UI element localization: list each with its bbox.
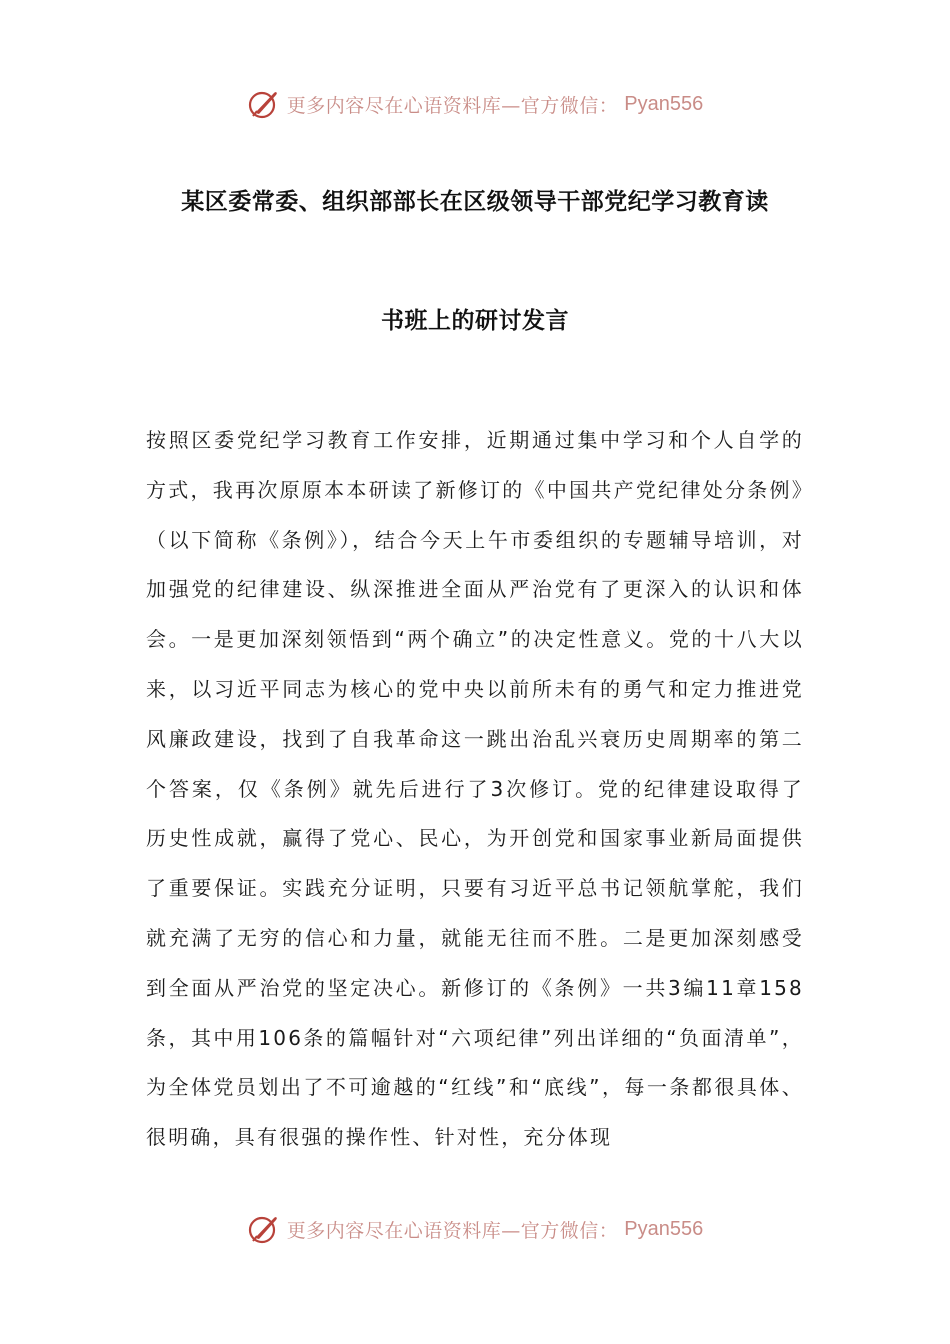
watermark-wechat-id: Pyan556: [624, 1217, 704, 1240]
quill-logo-icon: [247, 1212, 281, 1246]
footer-watermark: [0, 1209, 950, 1249]
watermark-text: 更多内容尽在心语资料库—官方微信：: [286, 1219, 619, 1242]
header-watermark: [0, 84, 950, 124]
watermark-wechat-id: Pyan556: [624, 92, 704, 115]
quill-logo-icon: [247, 87, 281, 121]
watermark-text: 更多内容尽在心语资料库—官方微信：: [286, 94, 619, 117]
document-body-paragraph: 按照区委党纪学习教育工作安排，近期通过集中学习和个人自学的方式，我再次原原本本研读了新修订的《中国共产党纪律处分条例》（以下简称《条例》），结合今天上午市委组织的专题辅导培训，对加强党的纪律建设、纵深推进全面从严治党有了更深入的认识和体会。一是更加深刻领悟到“两个确立”的决定性意义。党的十八大以来，以习近平同志为核心的党中央以前所未有的勇气和定力推进党风廉政建设，找到了自我革命这一跳出治乱兴衰历史周期率的第二个答案，仅《条例》就先后进行了3次修订。党的纪律建设取得了历史性成就，赢得了党心、民心，为开创党和国家事业新局面提供了重要保证。实践充分证明，只要有习近平总书记领航掌舵，我们就充满了无穷的信心和力量，就能无往而不胜。二是更加深刻感受到全面从严治党的坚定决心。新修订的《条例》一共3编11章158条，其中用106条的篇幅针对“六项纪律”列出详细的“负面清单”，为全体党员划出了不可逾越的“红线”和“底线”，每一条都很具体、很明确，具有很强的操作性、针对性，充分体现: [146, 428, 804, 1150]
document-title-line-2: 书班上的研讨发言: [381, 308, 569, 334]
document-title-line-1: 某区委常委、组织部部长在区级领导干部党纪学习教育读: [181, 189, 769, 215]
